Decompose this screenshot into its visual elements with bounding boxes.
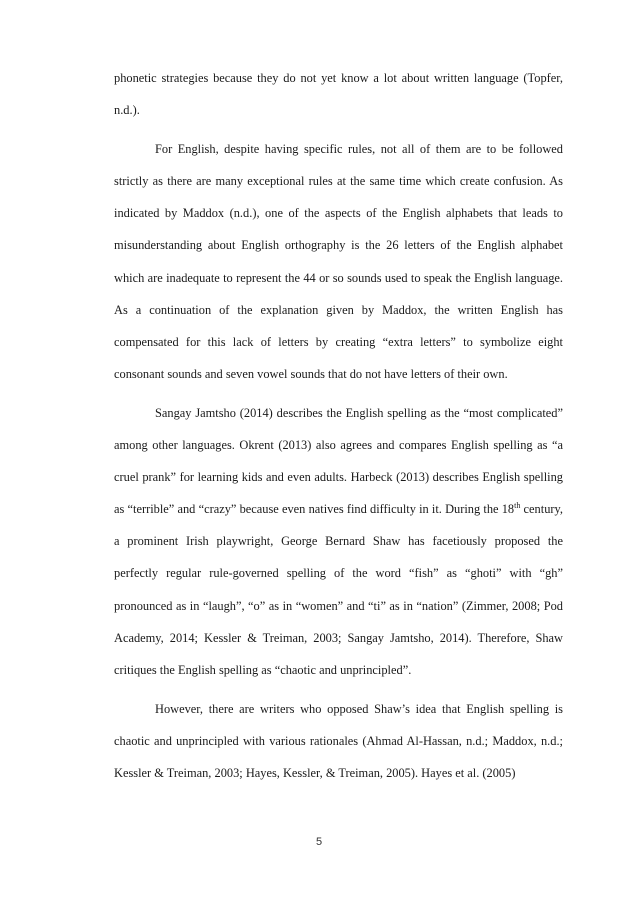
- paragraph-text: Sangay Jamtsho (2014) describes the English spelling as the “most complicated” among other languages. Okrent (2013) also agrees and compares English spelling as “a cruel prank” for learning kids and even adults. Harbeck (2013) describes English spelling as “terrible” and “crazy” because even natives find difficulty in it. During the 18: [114, 405, 563, 517]
- paragraph-text: For English, despite having specific rules, not all of them are to be followed strictly as there are many exceptional rules at the same time which create confusion. As indicated by Maddox (n.d.), one of the aspects of the English alphabets that leads to misunderstanding about English orthography is the 26 letters of the English alphabet which are inadequate to represent the 44 or so sounds used to speak the English language. As a continuation of the explanation given by Maddox, the written English has compensated for this lack of letters by creating “extra letters” to symbolize eight consonant sounds and seven vowel sounds that do not have letters of their own.: [114, 142, 563, 381]
- paragraph-1: [114, 62, 563, 126]
- paragraph-text: century, a prominent Irish playwright, George Bernard Shaw has facetiously proposed the perfectly regular rule-governed spelling of the word “fish” as “ghoti” with “gh” pronounced as in “laugh”, “o” as in “women” and “ti” as in “nation” (Zimmer, 2008; Pod Academy, 2014; Kessler & Treiman, 2003; Sangay Jamtsho, 2014). Therefore, Shaw critiques the English spelling as “chaotic and unprincipled”.: [114, 502, 563, 677]
- paragraph-text: However, there are writers who opposed Shaw’s idea that English spelling is chaotic and unprincipled with various rationales (Ahmad Al-Hassan, n.d.; Maddox, n.d.; Kessler & Treiman, 2003; Hayes, Kessler, & Treiman, 2005). Hayes et al. (2005): [114, 701, 563, 780]
- paragraph-4: [114, 693, 563, 789]
- superscript: th: [514, 501, 521, 511]
- page-number: 5: [315, 836, 323, 848]
- body-text: [114, 62, 563, 796]
- paragraph-text: phonetic strategies because they do not yet know a lot about written language (Topfer, n.d.).: [114, 71, 563, 118]
- paragraph-2: [114, 133, 563, 390]
- paragraph-3: [114, 397, 563, 686]
